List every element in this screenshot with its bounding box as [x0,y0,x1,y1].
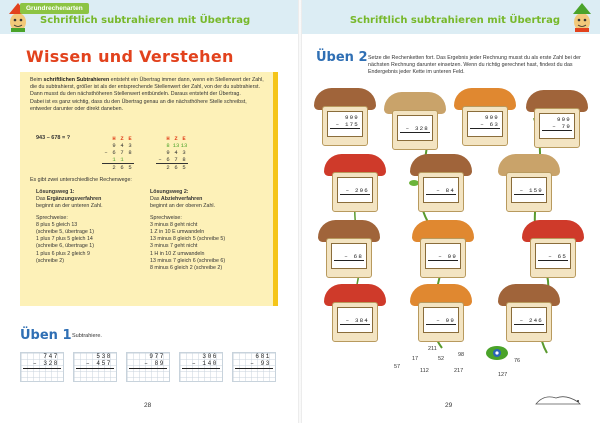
mushroom-task[interactable]: – 99 [412,220,474,278]
final-result: 112 [420,368,429,374]
header-title: Schriftlich subtrahieren mit Übertrag [40,15,251,26]
solution-way-1: Lösungsweg 1: Das Ergänzungsverfahren beginnt an der unteren Zahl. Sprechweise: 8 plus 5 gleich 13 (schreibe 5, übertrage 1) 1 plus 7 plus 5 gleich 14 (schreibe 6, übertrage 1) 1 plus 6 plus 2 gleich 9 (schreibe 2) [36,189,103,264]
mushroom-task[interactable]: 999 – 79 [526,90,588,148]
final-result: 211 [428,346,437,352]
page-number: 29 [445,402,453,409]
mushroom-task[interactable]: 999 – 63 [454,88,516,146]
wissen-heading: Wissen und Verstehen [26,47,234,66]
mushroom-task[interactable]: – 159 [498,154,560,212]
example-task: 943 – 678 = ? [36,135,71,141]
mushroom-task[interactable]: – 68 [318,220,380,278]
wissen-intro: Beim schriftlichen Subtrahieren entsteht ein Übertrag immer dann, wenn ein Stellenwert der Zahl, die du subtrahierst, größer ist als der entsprechende Stellenwert der Zahl, von der du subtrahierst. Dann musst du den nächsthöheren Stellenwert entbündeln. Daraus entsteht der Übertrag. Dabei ist es ganz wichtig, dass du den Übertrag genau an die nächsthöhere Stelle schreibst, entweder darunter oder direkt daneben. [30,77,264,112]
subtraction-task[interactable]: 681 – 93 [232,352,276,382]
subtraction-task[interactable]: 747 – 328 [20,352,64,382]
wissen-box [20,72,278,306]
subtraction-task[interactable]: 538 – 457 [73,352,117,382]
mushroom-scene [302,88,600,388]
kobold-mascot-icon [570,2,594,32]
toy-car-icon [482,342,512,362]
mushroom-task[interactable]: – 296 [324,154,386,212]
ueben2-instruction: Setze die Rechenketten fort. Das Ergebnis jeder Rechnung musst du als erste Zahl bei der nächsten Rechnung darunter einsetzen. Wenn du richtig gerechnet hast, findest du das Endergebnis jeder Kette im unteren Feld. [368,55,581,76]
right-page [302,0,600,423]
subtraction-task[interactable]: 977 – 89 [126,352,170,382]
place-value-table-2: H Z E 8 13 13 9 4 3 – 6 7 8 2 6 5 [156,135,188,171]
ueben1-instruction: Subtrahiere. [72,333,102,339]
mushroom-task[interactable]: – 246 [498,284,560,342]
place-value-table-1: H Z E 9 4 3 – 6 7 8 1 1 2 6 5 [102,135,134,171]
header-title: Schriftlich subtrahieren mit Übertrag [349,15,560,26]
ueben1-heading: Üben 1 [20,328,72,343]
final-result: 127 [498,372,508,378]
mushroom-task[interactable]: 999 – 175 [314,88,376,146]
section-tag: Grundrechenarten [20,3,89,14]
final-result: 57 [394,364,401,370]
mushroom-task[interactable]: – 84 [410,154,472,212]
solution-way-2: Lösungsweg 2: Das Abziehverfahren beginnt an der oberen Zahl. Sprechweise: 3 minus 8 geht nicht 1 Z in 10 E umwandeln 13 minus 8 gleich 5 (schreibe 5) 3 minus 7 geht nicht 1 H in 10 Z umwandeln 13 minus 7 gleich 6 (schreibe 6) 8 minus 6 gleich 2 (schreibe 2) [150,189,226,272]
final-result: 217 [454,368,464,374]
ueben2-heading: Üben 2 [316,50,368,65]
final-result: 17 [412,356,419,362]
subtraction-task[interactable]: 306 – 140 [179,352,223,382]
left-page [0,0,298,423]
mushroom-task[interactable]: – 328 [384,92,446,150]
mushroom-task[interactable]: – 65 [522,220,584,278]
mushroom-task[interactable]: – 384 [324,284,386,342]
final-result: 98 [458,352,465,358]
final-result: 52 [438,356,445,362]
page-number: 28 [144,402,152,409]
mushroom-task[interactable]: – 99 [410,284,472,342]
final-result: 76 [514,358,521,364]
hedgehog-icon [534,392,584,406]
ways-intro: Es gibt zwei unterschiedliche Rechenwege: [30,177,132,183]
